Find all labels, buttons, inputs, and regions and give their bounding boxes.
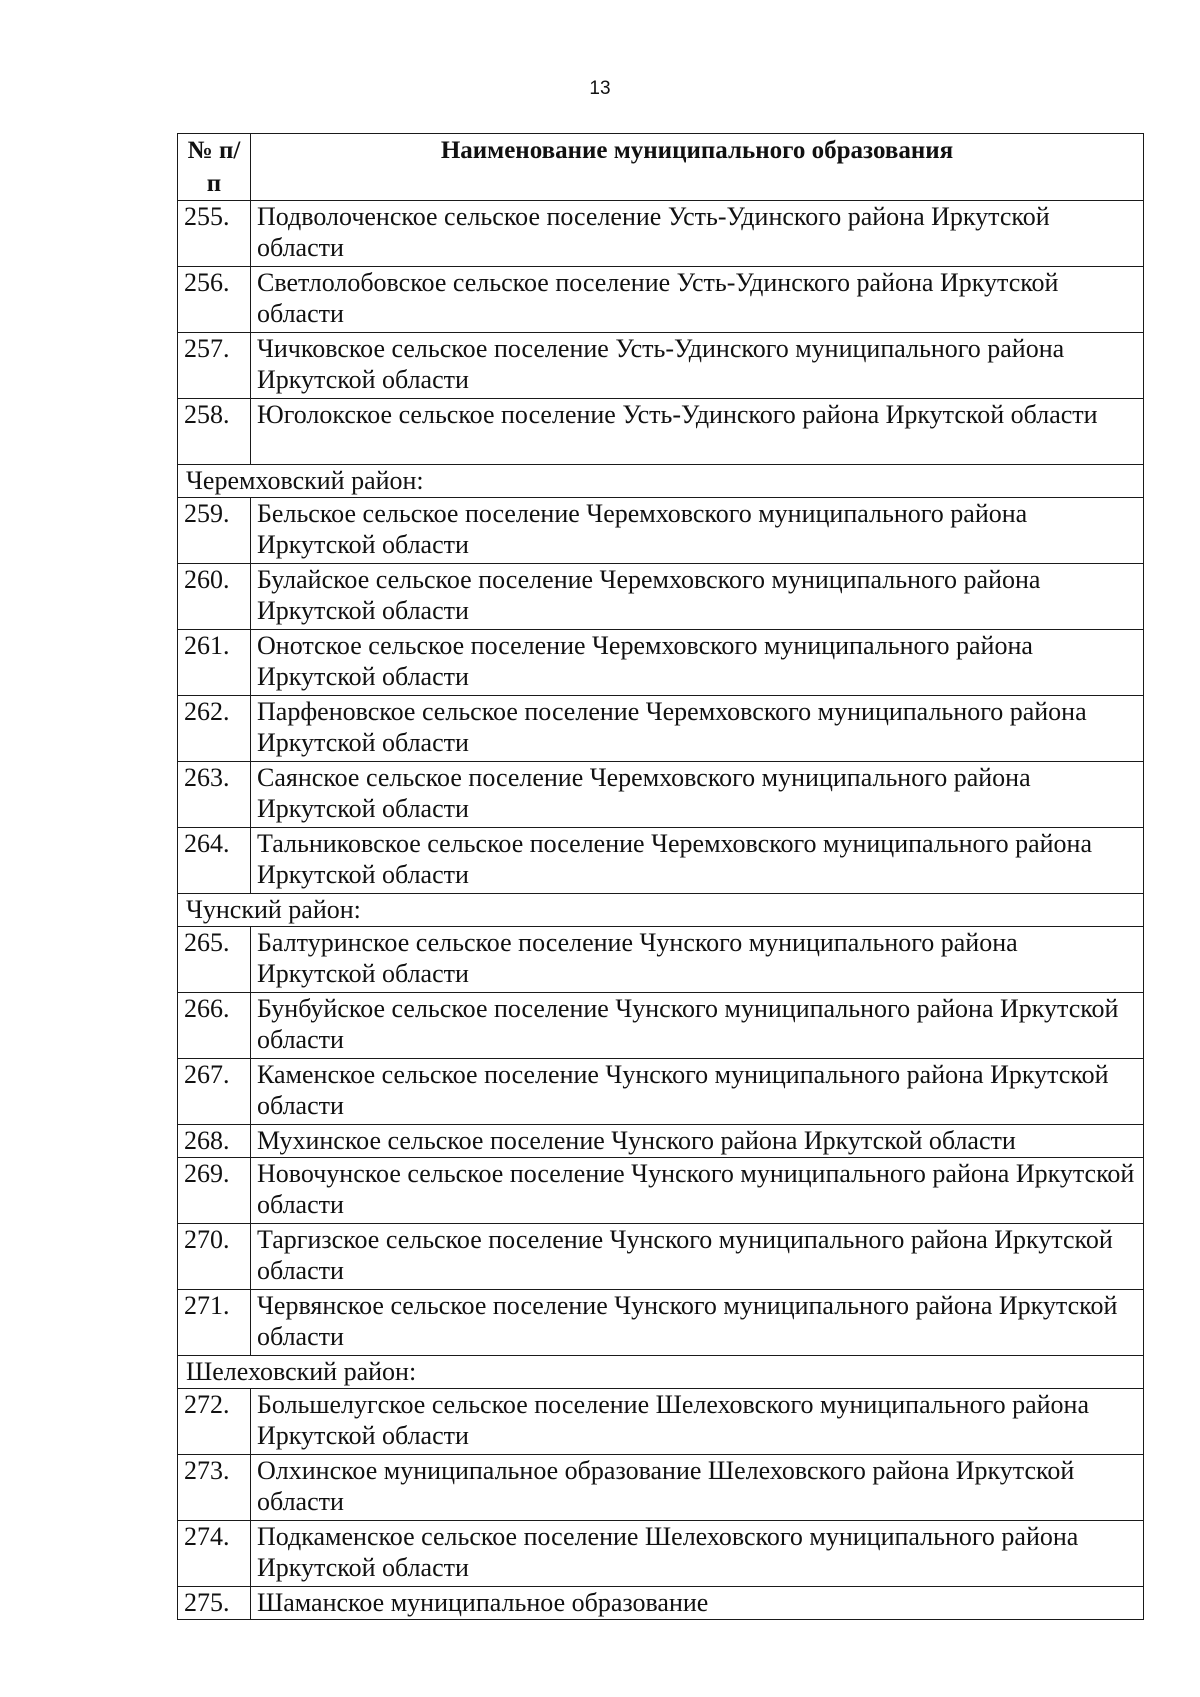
municipality-name: Шаманское муниципальное образование <box>251 1587 1144 1620</box>
municipality-name: Мухинское сельское поселение Чунского района Иркутской области <box>251 1125 1144 1158</box>
row-number: 256. <box>178 267 251 333</box>
table-row <box>178 1290 1144 1356</box>
table-row <box>178 399 1144 465</box>
district-section-label: Шелеховский район: <box>178 1356 1144 1389</box>
municipality-name: Саянское сельское поселение Черемховского муниципального района Иркутской области <box>251 762 1144 828</box>
district-section-row <box>178 1356 1144 1389</box>
table-row <box>178 1521 1144 1587</box>
table-row <box>178 1455 1144 1521</box>
table-row <box>178 333 1144 399</box>
row-number: 269. <box>178 1158 251 1224</box>
district-section-label: Чунский район: <box>178 894 1144 927</box>
row-number: 260. <box>178 564 251 630</box>
municipality-name: Онотское сельское поселение Черемховского муниципального района Иркутской области <box>251 630 1144 696</box>
municipality-name: Светлолобовское сельское поселение Усть-Удинского района Иркутской области <box>251 267 1144 333</box>
table-row <box>178 630 1144 696</box>
municipality-name: Юголокское сельское поселение Усть-Удинского района Иркутской области <box>251 399 1144 465</box>
row-number: 259. <box>178 498 251 564</box>
municipality-name: Большелугское сельское поселение Шелеховского муниципального района Иркутской области <box>251 1389 1144 1455</box>
row-number: 258. <box>178 399 251 465</box>
table-header-row <box>178 134 1144 201</box>
district-section-row <box>178 465 1144 498</box>
row-number: 268. <box>178 1125 251 1158</box>
column-header-number: № п/п <box>178 134 251 201</box>
table-row <box>178 993 1144 1059</box>
municipality-name: Тальниковское сельское поселение Черемховского муниципального района Иркутской области <box>251 828 1144 894</box>
row-number: 265. <box>178 927 251 993</box>
municipality-name: Бельское сельское поселение Черемховского муниципального района Иркутской области <box>251 498 1144 564</box>
municipality-name: Чичковское сельское поселение Усть-Удинского муниципального района Иркутской области <box>251 333 1144 399</box>
row-number: 270. <box>178 1224 251 1290</box>
table-row <box>178 1059 1144 1125</box>
municipality-name: Подволоченское сельское поселение Усть-Удинского района Иркутской области <box>251 201 1144 267</box>
table-row <box>178 762 1144 828</box>
row-number: 267. <box>178 1059 251 1125</box>
row-number: 266. <box>178 993 251 1059</box>
municipality-name: Таргизское сельское поселение Чунского муниципального района Иркутской области <box>251 1224 1144 1290</box>
table-header <box>178 134 1144 201</box>
table-body <box>178 201 1144 1620</box>
municipality-name: Булайское сельское поселение Черемховского муниципального района Иркутской области <box>251 564 1144 630</box>
municipality-name: Бунбуйское сельское поселение Чунского муниципального района Иркутской области <box>251 993 1144 1059</box>
municipality-name: Новочунское сельское поселение Чунского муниципального района Иркутской области <box>251 1158 1144 1224</box>
row-number: 273. <box>178 1455 251 1521</box>
row-number: 257. <box>178 333 251 399</box>
table-row <box>178 696 1144 762</box>
municipality-name: Олхинское муниципальное образование Шелеховского района Иркутской области <box>251 1455 1144 1521</box>
table-row <box>178 498 1144 564</box>
row-number: 255. <box>178 201 251 267</box>
row-number: 263. <box>178 762 251 828</box>
row-number: 261. <box>178 630 251 696</box>
row-number: 264. <box>178 828 251 894</box>
table-row <box>178 828 1144 894</box>
row-number: 262. <box>178 696 251 762</box>
municipality-name: Балтуринское сельское поселение Чунского муниципального района Иркутской области <box>251 927 1144 993</box>
row-number: 271. <box>178 1290 251 1356</box>
table-row <box>178 927 1144 993</box>
table-row <box>178 267 1144 333</box>
table-row <box>178 1158 1144 1224</box>
table-row <box>178 564 1144 630</box>
column-header-name: Наименование муниципального образования <box>251 134 1144 201</box>
table-row <box>178 201 1144 267</box>
municipality-name: Каменское сельское поселение Чунского муниципального района Иркутской области <box>251 1059 1144 1125</box>
district-section-label: Черемховский район: <box>178 465 1144 498</box>
table-row <box>178 1125 1144 1158</box>
table-row <box>178 1389 1144 1455</box>
municipality-name: Парфеновское сельское поселение Черемховского муниципального района Иркутской области <box>251 696 1144 762</box>
row-number: 274. <box>178 1521 251 1587</box>
row-number: 272. <box>178 1389 251 1455</box>
municipality-name: Червянское сельское поселение Чунского муниципального района Иркутской области <box>251 1290 1144 1356</box>
row-number: 275. <box>178 1587 251 1620</box>
table-row <box>178 1587 1144 1620</box>
municipality-name: Подкаменское сельское поселение Шелеховского муниципального района Иркутской области <box>251 1521 1144 1587</box>
municipality-table <box>177 133 1144 1620</box>
district-section-row <box>178 894 1144 927</box>
table-row <box>178 1224 1144 1290</box>
page-number: 13 <box>589 78 611 99</box>
